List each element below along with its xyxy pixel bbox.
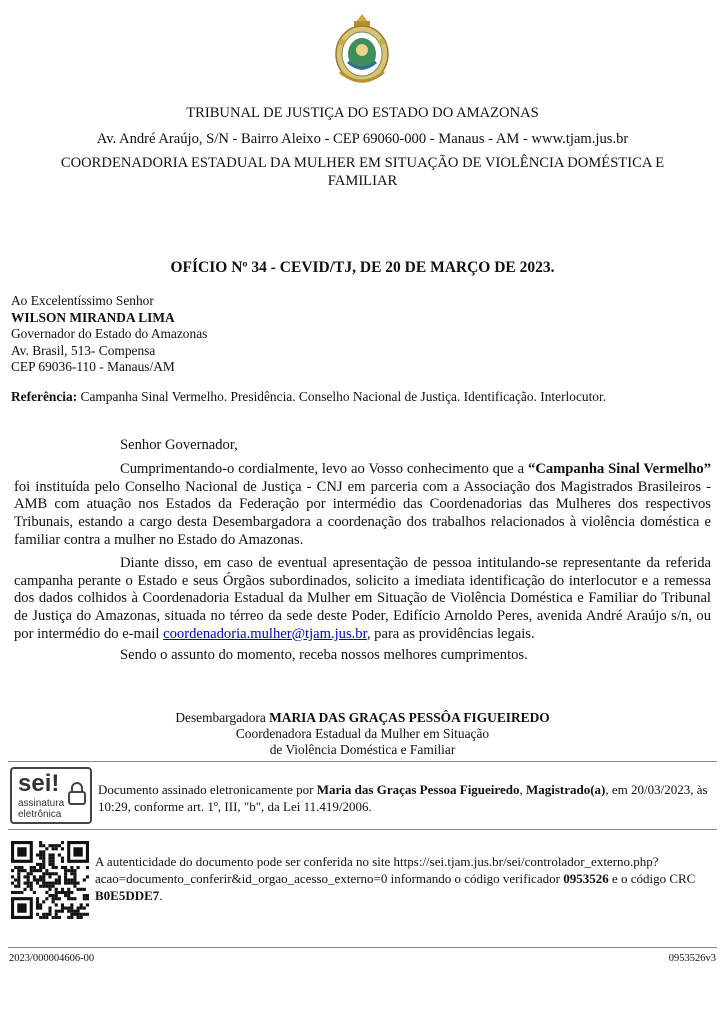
institution-name: TRIBUNAL DE JUSTIÇA DO ESTADO DO AMAZONAS [186,105,539,121]
email-link[interactable]: coordenadoria.mulher@tjam.jus.br [163,625,367,642]
signature-note: Documento assinado eletronicamente por [98,782,317,797]
addressee-postal: CEP 69036-110 - Manaus/AM [11,359,175,374]
addressee-greeting: Ao Excelentíssimo Senhor [11,293,154,308]
reference-line [11,389,711,405]
sei-logo-caption: assinatura [18,798,65,809]
paragraph-text: foi instituída pelo Conselho Nacional de Justiça - CNJ em parceria com a Associação dos Magistrados Brasileiros - AMB com atuação nos Estados da Federação por intermédio das Coordenadorias das Mulheres dos respectivos Tribunais, estando a cargo desta Desembargadora a coordenação dos trabalhos relacionados à violência doméstica e familiar contra a mulher no Estado do Amazonas. [14,478,711,548]
coat-of-arms-icon [332,12,392,88]
reference-label: Referência: [11,389,78,404]
signature-note: , em 20/03/2023, às 10:29, conforme art. 1º, III, "b", da Lei 11.419/2006. [98,782,708,814]
signature-name-line [0,710,725,727]
addressee-street: Av. Brasil, 513- Compensa [11,342,156,358]
body-paragraph [14,555,711,644]
department-line: COORDENADORIA ESTADUAL DA MULHER EM SITUAÇÃO DE VIOLÊNCIA DOMÉSTICA E [60,155,665,171]
divider [8,947,717,948]
paragraph-text: , para as providências legais. [366,625,535,642]
addressee-name: WILSON MIRANDA LIMA [11,309,175,325]
verification-note: e o código CRC [608,871,696,886]
verification-note: A autenticidade do documento pode ser conferida no site https://sei.tjam.jus.br/sei/controlador_externo.php?acao=documento_conferir&id_orgao_acesso_externo=0 informando o código verificador [95,854,659,886]
electronic-signature-text [98,781,712,815]
qr-code-icon[interactable] [11,841,89,919]
addressee-block [11,293,611,376]
document-title: OFÍCIO Nº 34 - CEVID/TJ, DE 20 DE MARÇO DE 2023. [170,259,555,276]
closing-line: Sendo o assunto do momento, receba nossos melhores cumprimentos. [120,647,528,663]
process-number: 2023/000004606-00 [9,953,95,964]
divider [8,761,717,762]
body-paragraph [14,461,711,550]
sei-logo-text: sei! [18,770,60,797]
document-version: 0953526v3 [668,953,716,964]
signer-title: Magistrado(a) [525,782,606,797]
salutation: Senhor Governador, [120,437,238,453]
signature-role: Coordenadora Estadual da Mulher em Situação [235,726,490,741]
paragraph-text: Diante disso, em caso de eventual apresentação de pessoa intitulando-se representante da referida campanha perante o Estado e seus Órgãos subordinados, solicito a imediata identificação do interlocutor e a remessa dos dados colhidos à Coordenadoria Estadual da Mulher em Situação de Violência Doméstica e Familiar do Tribunal de Justiça do Amazonas, situada no térreo da sede deste Poder, Edifício Arnoldo Peres, avenida André Araújo s/n, ou por intermédio do e-mail [14,555,711,642]
reference-text: Campanha Sinal Vermelho. Presidência. Conselho Nacional de Justiça. Identificação. Interlocutor. [77,389,607,404]
sei-logo-caption: eletrônica [18,809,62,820]
paragraph-text: Cumprimentando-o cordialmente, levo ao Vosso conhecimento que a [120,461,529,477]
verifier-code: 0953526 [563,871,609,886]
signer-name: Maria das Graças Pessoa Figueiredo [316,782,520,797]
crc-code: B0E5DDE7 [95,888,160,903]
campaign-name: “Campanha Sinal Vermelho” [528,461,711,477]
signature-role: de Violência Doméstica e Familiar [269,742,456,757]
signature-prefix: Desembargadora [175,710,270,725]
verification-text [95,853,713,904]
department-line: FAMILIAR [327,173,398,189]
lock-icon [67,781,87,805]
institution-address: Av. André Araújo, S/N - Bairro Aleixo - CEP 69060-000 - Manaus - AM - www.tjam.jus.br [96,131,629,147]
verification-note: . [159,888,163,903]
department-name [0,154,725,190]
signature-name: MARIA DAS GRAÇAS PESSÔA FIGUEIREDO [269,710,550,725]
divider [8,829,717,830]
signature-note: , [519,782,526,797]
sei-assinatura-eletronica-icon [10,767,92,824]
addressee-role: Governador do Estado do Amazonas [11,326,208,341]
